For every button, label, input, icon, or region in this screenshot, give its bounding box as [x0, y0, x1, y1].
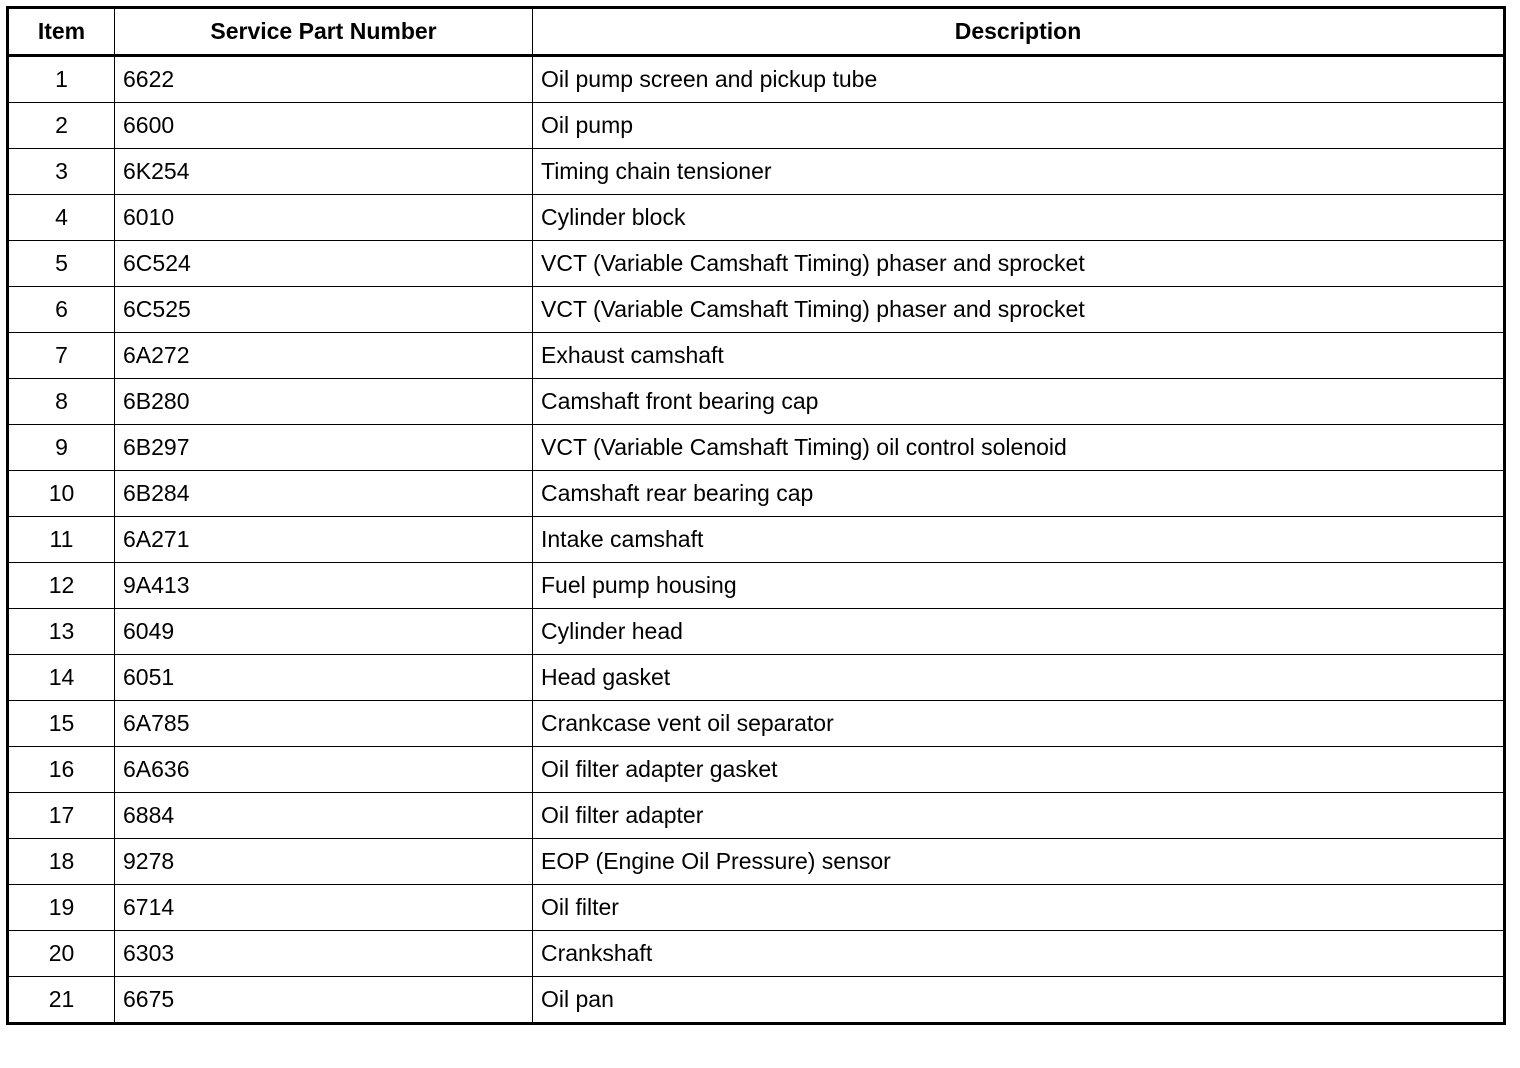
cell-item: 14	[8, 655, 115, 701]
cell-item: 9	[8, 425, 115, 471]
table-body	[8, 56, 1505, 1024]
table-row	[8, 701, 1505, 747]
cell-description: Oil pump	[533, 103, 1505, 149]
cell-service-part-number: 6884	[115, 793, 533, 839]
cell-item: 5	[8, 241, 115, 287]
cell-description: Crankshaft	[533, 931, 1505, 977]
cell-description: Exhaust camshaft	[533, 333, 1505, 379]
cell-service-part-number: 6714	[115, 885, 533, 931]
cell-description: Head gasket	[533, 655, 1505, 701]
table-row	[8, 977, 1505, 1024]
table-row	[8, 517, 1505, 563]
cell-description: Cylinder head	[533, 609, 1505, 655]
cell-description: VCT (Variable Camshaft Timing) phaser and sprocket	[533, 241, 1505, 287]
cell-description: VCT (Variable Camshaft Timing) oil control solenoid	[533, 425, 1505, 471]
cell-item: 6	[8, 287, 115, 333]
table-row	[8, 56, 1505, 103]
cell-description: Oil pan	[533, 977, 1505, 1024]
cell-item: 2	[8, 103, 115, 149]
cell-item: 19	[8, 885, 115, 931]
cell-item: 13	[8, 609, 115, 655]
table-row	[8, 839, 1505, 885]
cell-description: Intake camshaft	[533, 517, 1505, 563]
cell-item: 3	[8, 149, 115, 195]
cell-service-part-number: 6A271	[115, 517, 533, 563]
cell-item: 4	[8, 195, 115, 241]
cell-description: Camshaft front bearing cap	[533, 379, 1505, 425]
table-row	[8, 379, 1505, 425]
table-row	[8, 793, 1505, 839]
cell-item: 1	[8, 56, 115, 103]
table-row	[8, 333, 1505, 379]
table-header	[8, 8, 1505, 56]
cell-service-part-number: 6049	[115, 609, 533, 655]
cell-service-part-number: 6C524	[115, 241, 533, 287]
cell-service-part-number: 9A413	[115, 563, 533, 609]
cell-service-part-number: 6A636	[115, 747, 533, 793]
cell-service-part-number: 6K254	[115, 149, 533, 195]
cell-description: Oil pump screen and pickup tube	[533, 56, 1505, 103]
cell-service-part-number: 6622	[115, 56, 533, 103]
cell-service-part-number: 6C525	[115, 287, 533, 333]
table-row	[8, 931, 1505, 977]
cell-service-part-number: 6A272	[115, 333, 533, 379]
cell-item: 7	[8, 333, 115, 379]
cell-item: 15	[8, 701, 115, 747]
table-row	[8, 425, 1505, 471]
table-row	[8, 609, 1505, 655]
cell-item: 16	[8, 747, 115, 793]
table-row	[8, 241, 1505, 287]
header-row	[8, 8, 1505, 56]
table-row	[8, 563, 1505, 609]
cell-item: 17	[8, 793, 115, 839]
cell-service-part-number: 6303	[115, 931, 533, 977]
cell-description: Oil filter adapter gasket	[533, 747, 1505, 793]
table-row	[8, 287, 1505, 333]
cell-description: Timing chain tensioner	[533, 149, 1505, 195]
cell-description: Oil filter	[533, 885, 1505, 931]
table-row	[8, 885, 1505, 931]
cell-description: VCT (Variable Camshaft Timing) phaser and sprocket	[533, 287, 1505, 333]
cell-service-part-number: 6051	[115, 655, 533, 701]
cell-description: Cylinder block	[533, 195, 1505, 241]
cell-description: Camshaft rear bearing cap	[533, 471, 1505, 517]
cell-service-part-number: 6B297	[115, 425, 533, 471]
cell-service-part-number: 6010	[115, 195, 533, 241]
cell-service-part-number: 6B280	[115, 379, 533, 425]
cell-service-part-number: 9278	[115, 839, 533, 885]
table-row	[8, 103, 1505, 149]
cell-description: EOP (Engine Oil Pressure) sensor	[533, 839, 1505, 885]
table-row	[8, 149, 1505, 195]
parts-table	[6, 6, 1506, 1025]
table-row	[8, 747, 1505, 793]
cell-description: Fuel pump housing	[533, 563, 1505, 609]
table-row	[8, 471, 1505, 517]
header-service-part-number: Service Part Number	[115, 8, 533, 56]
cell-item: 11	[8, 517, 115, 563]
cell-item: 8	[8, 379, 115, 425]
cell-item: 12	[8, 563, 115, 609]
header-description: Description	[533, 8, 1505, 56]
cell-service-part-number: 6B284	[115, 471, 533, 517]
cell-service-part-number: 6A785	[115, 701, 533, 747]
header-item: Item	[8, 8, 115, 56]
cell-item: 20	[8, 931, 115, 977]
cell-item: 10	[8, 471, 115, 517]
cell-service-part-number: 6675	[115, 977, 533, 1024]
cell-description: Crankcase vent oil separator	[533, 701, 1505, 747]
cell-service-part-number: 6600	[115, 103, 533, 149]
cell-item: 18	[8, 839, 115, 885]
cell-item: 21	[8, 977, 115, 1024]
table-row	[8, 655, 1505, 701]
cell-description: Oil filter adapter	[533, 793, 1505, 839]
table-row	[8, 195, 1505, 241]
